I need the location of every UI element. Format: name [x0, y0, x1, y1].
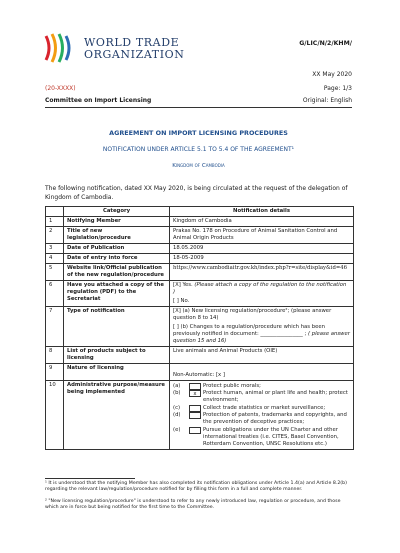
purpose-item [173, 412, 350, 426]
row-category: Title of new legislation/procedure [64, 227, 170, 244]
purpose-text: Collect trade statistics or market surveillance; [203, 404, 326, 411]
row-number: 6 [46, 281, 64, 307]
table-row [46, 244, 354, 254]
intro-paragraph: The following notification, dated XX May 2020, is being circulated at the request of the delegation of Kingdom of Cambodia. [45, 185, 348, 201]
header-divider [45, 107, 352, 108]
attach-no-option: [ ] No. [173, 298, 190, 304]
table-row [46, 347, 354, 364]
purpose-checkbox [189, 412, 201, 419]
row-category: Have you attached a copy of the regulation (PDF) to the Secretariat [64, 281, 170, 307]
purpose-text: Protection of patents, trademarks and copyrights, and the prevention of deceptive practices; [203, 412, 347, 425]
purpose-item [173, 427, 350, 448]
footnote-1: ¹ It is understood that the notifying Member has also completed its notification obligations under Article 1.4(a) and Article 8.2(b) regarding the relevant law/regulation/procedure notified for by filling this form in a full and complete manner. [45, 481, 347, 492]
attach-yes-note: (Please attach a copy of the regulation to the notification ) [173, 282, 347, 295]
attach-yes-option: [X] Yes. [173, 282, 195, 288]
row-number: 4 [46, 254, 64, 264]
document-reference: (20-XXXX) [45, 85, 76, 92]
purpose-text: Pursue obligations under the UN Charter and other international treaties (i.e. CITES, Basel Convention, Rotterdam Convention, UNSC Resolutions etc.) [203, 426, 339, 447]
row-number: 9 [46, 364, 64, 381]
purpose-item [173, 390, 350, 404]
row-details: Live animals and Animal Products (OIE) [170, 347, 354, 364]
purpose-letter: (a) [173, 382, 181, 389]
org-name-line1: WORLD TRADE [84, 36, 180, 49]
purpose-checkbox [189, 427, 201, 434]
wto-logo [38, 28, 185, 72]
wto-emblem-icon [38, 28, 78, 68]
row-category: Date of Publication [64, 244, 170, 254]
member-name: Kingdom of Cambodia [172, 163, 225, 169]
table-row [46, 281, 354, 307]
row-details [170, 381, 354, 450]
purpose-letter: (c) [173, 404, 181, 411]
row-details: 18-05-2009 [170, 254, 354, 264]
row-number: 8 [46, 347, 64, 364]
document-symbol: G/LIC/N/2/KHM/ [299, 40, 352, 47]
row-details: Prakas No. 178 on Procedure of Animal Sanitation Control and Animal Origin Products [170, 227, 354, 244]
table-header-category: Category [64, 207, 170, 217]
purpose-text: Protect human, animal or plant life and health; protect environment; [203, 390, 348, 403]
document-heading: AGREEMENT ON IMPORT LICENSING PROCEDURES [109, 129, 288, 137]
table-row [46, 381, 354, 450]
row-details [170, 307, 354, 347]
purpose-letter: (e) [173, 426, 181, 433]
table-header-details: Notification details [170, 207, 354, 217]
row-details [170, 281, 354, 307]
purpose-item [173, 405, 350, 412]
notification-type-b: [ ] (b) Changes to a regulation/procedure which has been previously notified in document: ________________ ; [173, 324, 325, 337]
notification-type-b-note: ( please answer question 15 and 16) [173, 331, 350, 344]
row-category: Date of entry into force [64, 254, 170, 264]
row-category: List of products subject to licensing [64, 347, 170, 364]
table-row [46, 307, 354, 347]
table-row [46, 227, 354, 244]
table-header-num [46, 207, 64, 217]
row-category: Type of notification [64, 307, 170, 347]
original-language: Original: English [302, 97, 352, 104]
document-date: XX May 2020 [312, 71, 352, 78]
org-name-line2: ORGANIZATION [84, 48, 185, 61]
purpose-checkbox [189, 405, 201, 412]
notification-type-a: [X] (a) New licensing regulation/procedure²; (please answer question 8 to 14) [173, 308, 332, 321]
row-number: 5 [46, 264, 64, 281]
purpose-checkbox: x [189, 390, 201, 397]
table-header-row [46, 207, 354, 217]
notification-table [45, 206, 354, 450]
purpose-item [173, 383, 350, 390]
table-row [46, 217, 354, 227]
committee-name: Committee on Import Licensing [45, 97, 152, 104]
row-number: 10 [46, 381, 64, 450]
row-category: Administrative purpose/measure being implemented [64, 381, 170, 450]
table-row [46, 254, 354, 264]
row-number: 3 [46, 244, 64, 254]
row-category: Notifying Member [64, 217, 170, 227]
purpose-checkbox [189, 383, 201, 390]
footnote-divider [45, 478, 135, 479]
row-number: 7 [46, 307, 64, 347]
purpose-letter: (b) [173, 390, 181, 396]
row-details [170, 364, 354, 381]
footnote-2: ² "New licensing regulation/procedure" is understood to refer to any newly introduced law, regulation or procedure, and those which are in force but being notified for the first time to the Committee. [45, 499, 341, 510]
document-subheading: NOTIFICATION UNDER ARTICLE 5.1 TO 5.4 OF THE AGREEMENT¹ [102, 146, 295, 153]
row-details: Kingdom of Cambodia [170, 217, 354, 227]
row-details: 18.05.2009 [170, 244, 354, 254]
purpose-letter: (d) [173, 412, 181, 418]
row-number: 2 [46, 227, 64, 244]
licensing-nature: Non-Automatic: [x ] [173, 372, 225, 378]
website-link[interactable]: https://www.cambodiaitr.gov.kh/index.php?r=site/display&id=46 [170, 264, 354, 281]
purpose-text: Protect public morals; [203, 382, 261, 389]
row-number: 1 [46, 217, 64, 227]
table-row [46, 264, 354, 281]
table-row [46, 364, 354, 381]
row-category: Website link/Official publication of the new regulation/procedure [64, 264, 170, 281]
page-indicator: Page: 1/3 [323, 85, 352, 92]
row-category: Nature of licensing [64, 364, 170, 381]
